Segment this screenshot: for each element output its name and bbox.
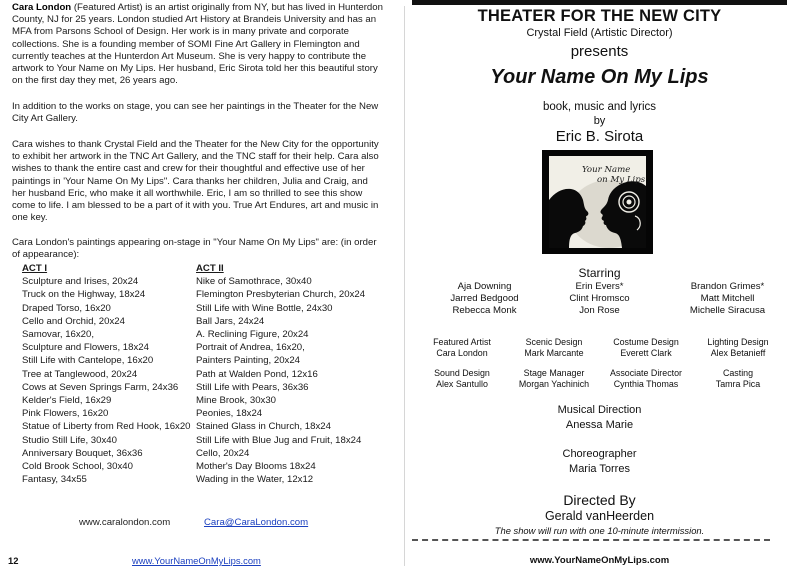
artistic-director: Crystal Field (Artistic Director) [526,27,673,39]
painting-list-item: Cello, 20x24 [196,447,250,459]
artist-bio [12,2,384,87]
crew-scenic-design [508,337,600,360]
artist-email-link[interactable]: Cara@CaraLondon.com [204,517,309,528]
footer-url-left[interactable]: www.YourNameOnMyLips.com [132,555,261,566]
intermission-note: The show will run with one 10-minute intermission. [494,525,705,536]
logo-text-line-1: Your Name [582,165,631,175]
page-number: 12 [8,555,19,566]
musical-direction-label: Musical Direction [557,404,642,416]
cast-member: Erin Evers* [575,281,624,292]
crew-person: Cynthia Thomas [613,379,679,390]
crew-person: Everett Clark [620,348,672,359]
crew-role: Sound Design [434,368,490,378]
crew-sound-design [416,368,508,391]
footer-url-right[interactable]: www.YourNameOnMyLips.com [529,555,670,566]
gallery-note: In addition to the works on stage, you can see her paintings in the Theater for the New City Art Gallery. [12,101,379,125]
author-name: Eric B. Sirota [555,128,644,145]
act-2-paintings [196,262,392,486]
painting-list-item: Peonies, 18x24 [196,408,263,420]
crew-stage-manager [508,368,600,391]
dashed-rule [412,539,770,541]
cast-column-1 [432,281,537,318]
left-page [8,0,395,570]
painting-list-item: Fantasy, 34x55 [22,474,87,486]
painting-list-item: Still Life with Pears, 36x36 [196,381,309,393]
artist-website-link[interactable]: www.caralondon.com [79,517,171,528]
crew-casting [692,368,784,391]
crew-person: Morgan Yachinich [518,379,590,390]
crew-person: Mark Marcante [524,348,584,359]
painting-list-item: Statue of Liberty from Red Hook, 16x20 [22,421,191,433]
show-logo [542,150,653,254]
crew-role: Scenic Design [525,337,583,347]
painting-list-item: A. Reclining Figure, 20x24 [196,329,309,341]
painting-list-item: Pink Flowers, 16x20 [22,408,109,420]
painting-list-item: Cold Brook School, 30x40 [22,461,133,473]
painting-list-item: Draped Torso, 16x20 [22,302,111,314]
painting-list-item: Cows at Seven Springs Farm, 24x36 [22,381,179,393]
painting-list-item: Still Life with Cantelope, 16x20 [22,355,154,367]
painting-list-item: Anniversary Bouquet, 36x36 [22,447,143,459]
cast-member: Jon Rose [579,305,620,317]
painting-list-item: Sculpture and Irises, 20x24 [22,276,139,288]
painting-list-item: Studio Still Life, 30x40 [22,434,117,446]
crew-role: Stage Manager [523,368,585,378]
logo-text-line-2: on My Lips [597,175,646,185]
painting-list-item: Samovar, 16x20, [22,329,94,341]
crew-person: Tamra Pica [715,379,761,390]
painting-list-item: Still Life with Blue Jug and Fruit, 18x24 [196,434,362,446]
painting-list-item: Wading in the Water, 12x12 [196,474,314,486]
painting-list-item: Ball Jars, 24x24 [196,315,265,327]
crew-role: Lighting Design [707,337,769,347]
presents-label: presents [570,43,629,60]
cast-member: Jarred Bedgood [450,293,519,305]
crew-featured-artist [416,337,508,360]
starring-label: Starring [578,266,621,280]
act-1-heading: ACT I [22,263,48,274]
painting-list-item: Flemington Presbyterian Church, 20x24 [196,289,366,301]
painting-list-item: Cello and Orchid, 20x24 [22,315,125,327]
paintings-list-intro: Cara London's paintings appearing on-stage in "Your Name On My Lips" are: (in order of appearance): [12,237,377,261]
cast-member: Rebecca Monk [452,305,517,317]
cast-member: Matt Mitchell [700,293,755,305]
crew-person: Cara London [436,348,488,359]
crew-role: Featured Artist [433,337,491,347]
by-label: by [593,115,606,127]
cast-member: Aja Downing [457,281,512,292]
artist-bio-text: (Featured Artist) is an artist originally from NY, but has lived in Hunterdon County, NJ for 25 years. London studied Art History at Brandeis University and has an MFA from Parsons School of Design. Her work is in many private and corporate collections. She is a founding member of SOMI Fine Art Gallery in Flemington and currently teaches at the Hunterdon Art Museum. She is very happy to contribute the artwork to Your Name on My Lips. Her husband, Eric Sirota told her this beautiful story on the first day they met, 26 years ago. [12,2,383,87]
painting-list-item: Mine Brook, 30x30 [196,395,276,407]
painting-list-item: Sculpture and Flowers, 18x24 [22,342,149,354]
cast-member: Michelle Siracusa [689,305,766,317]
credit-line: book, music and lyrics [542,101,657,113]
painting-list-item: Mother's Day Blooms 18x24 [196,461,316,473]
show-title: Your Name On My Lips [490,66,709,88]
painting-list-item: Portrait of Andrea, 16x20, [196,342,305,354]
page-divider [404,6,405,566]
crew-associate-director [600,368,692,391]
painting-list-item: Nike of Samothrace, 30x40 [196,276,312,288]
act-2-heading: ACT II [196,263,224,274]
crew-lighting-design [692,337,784,360]
choreographer-label: Choreographer [562,448,637,460]
cast-member: Clint Hromsco [569,293,630,305]
act-1-paintings [22,262,198,486]
directed-by-label: Directed By [563,492,636,508]
painting-list-item: Tree at Tanglewood, 20x24 [22,368,138,380]
theater-name: THEATER FOR THE NEW CITY [477,7,722,25]
thanks-paragraph: Cara wishes to thank Crystal Field and the Theater for the New City for the opportunity to exhibit her artwork in the TNC Art Gallery, and the TNC staff for their help. Cara also wishes to thank the entire cast and crew for their thoughtful and effective use of her paintings in 'Your Name On My Lips". Cara thanks her children, Julia and Craig, and her husband Eric, who make it all worthwhile. Eric, I am so thrilled to see this show come to life. I am blessed to be a part of it with you. True Art Endures, art and music in one key. [12,139,379,224]
top-rule [412,0,787,5]
cast-column-3 [670,281,785,318]
artist-name: Cara London [12,2,72,13]
painting-list-item: Kelder's Field, 16x29 [22,395,112,407]
director-name: Gerald vanHeerden [544,509,655,523]
crew-person: Alex Santullo [436,379,488,390]
painting-list-item: Still Life with Wine Bottle, 24x30 [196,302,333,314]
cast-column-2 [547,281,652,318]
cast-member: Brandon Grimes* [690,281,765,292]
crew-role: Associate Director [609,368,682,378]
crew-role: Casting [722,368,754,378]
crew-role: Costume Design [613,337,679,347]
crew-costume-design [600,337,692,360]
musical-director-name: Anessa Marie [565,419,634,431]
painting-list-item: Stained Glass in Church, 18x24 [196,421,331,433]
logo-artwork [549,156,646,248]
choreographer-name: Maria Torres [569,463,630,475]
painting-list-item: Painters Painting, 20x24 [196,355,300,367]
crew-person: Alex Betanieff [710,348,766,359]
painting-list-item: Truck on the Highway, 18x24 [22,289,146,301]
painting-list-item: Path at Walden Pond, 12x16 [196,368,318,380]
right-page [412,0,790,570]
